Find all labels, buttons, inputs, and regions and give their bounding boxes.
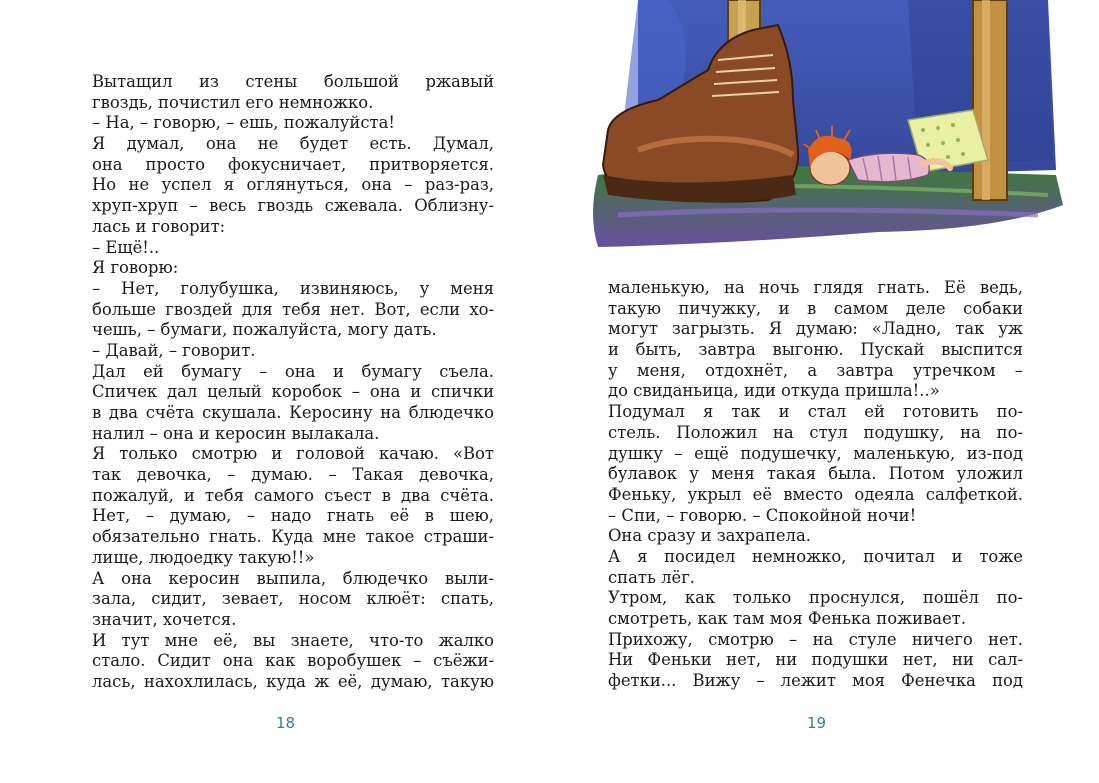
- text-line: Феньку, укрыл её вместо одеяла салфеткой.: [608, 484, 1023, 504]
- text-line: – Спи, – говорю. – Спокойной ночи!: [608, 505, 917, 525]
- text-line: в два счёта скушала. Керосину на блюдечко: [92, 403, 494, 422]
- text-line: Подумал я так и стал ей готовить по-: [608, 402, 1023, 422]
- text-line: могут загрызть. Я думаю: «Ладно, так уж: [608, 319, 1023, 339]
- text-line: и быть, завтра выгоню. Пускай выспится: [608, 340, 1023, 360]
- text-line: Вытащил из стены большой ржавый: [92, 72, 494, 91]
- text-line: хруп-хруп – весь гвоздь сжевала. Облизну-: [92, 196, 494, 216]
- text-line: стало. Сидит она как воробушек – съёжи-: [92, 651, 494, 671]
- text-line: обязательно гнать. Куда мне такое страши-: [92, 527, 494, 547]
- text-line: до свиданьица, иди откуда пришла!..»: [608, 381, 940, 401]
- text-line: Нет, – думаю, – надо гнать её в шею,: [92, 506, 494, 526]
- text-line: лась и говорит:: [92, 216, 226, 236]
- text-line: у меня, отдохнёт, а завтра утречком –: [608, 360, 1023, 380]
- text-line: – Нет, голубушка, извиняюсь, у меня: [92, 278, 494, 298]
- text-line: маленькую, на ночь глядя гнать. Её ведь,: [608, 278, 1023, 297]
- text-line: чешь, – бумаги, пожалуйста, могу дать.: [92, 320, 437, 340]
- text-line: Я только смотрю и головой качаю. «Вот: [92, 444, 494, 464]
- text-line: – Ещё!..: [92, 237, 160, 257]
- text-line: И тут мне её, вы знаете, что-то жалко: [92, 630, 494, 650]
- text-line: фетки... Вижу – лежит моя Фенечка под: [608, 671, 1023, 691]
- illustration-boot-and-girl: [578, 0, 1073, 252]
- text-line: спать лёг.: [608, 567, 695, 587]
- text-line: Ни Феньки нет, ни подушки нет, ни сал-: [608, 650, 1023, 670]
- text-line: Она сразу и захрапела.: [608, 526, 811, 546]
- text-line: смотреть, как там моя Фенька поживает.: [608, 609, 967, 628]
- page-number-left: 18: [276, 714, 296, 732]
- text-line: Дал ей бумагу – она и бумагу съела.: [92, 361, 494, 381]
- text-line: – Давай, – говорит.: [92, 340, 256, 360]
- text-line: – На, – говорю, – ешь, пожалуйста!: [92, 113, 395, 133]
- text-line: Я думал, она не будет есть. Думал,: [92, 134, 494, 154]
- text-line: душку – ещё подушечку, маленькую, из-под: [608, 443, 1023, 463]
- text-line: лась, нахохлилась, куда ж её, думаю, такую: [92, 671, 494, 691]
- left-page-text: [92, 72, 494, 693]
- text-line: гвоздь, почистил его немножко.: [92, 92, 374, 112]
- text-line: Но не успел я оглянуться, она – раз-раз,: [92, 175, 494, 195]
- text-line: налил – она и керосин вылакала.: [92, 423, 380, 443]
- text-line: так девочка, – думаю. – Такая девочка,: [92, 465, 494, 485]
- page-number-right: 19: [807, 714, 827, 732]
- text-line: такую пичужку, и в самом деле собаки: [608, 298, 1023, 318]
- text-line: значит, хочется.: [92, 609, 237, 629]
- text-line: Я говорю:: [92, 258, 179, 278]
- text-line: лище, людоедку такую!!»: [92, 547, 315, 567]
- text-line: Спичек дал целый коробок – она и спички: [92, 382, 494, 402]
- text-line: больше гвоздей для тебя нет. Вот, если хо-: [92, 299, 494, 319]
- text-line: Прихожу, смотрю – на стуле ничего нет.: [608, 629, 1023, 649]
- text-line: стель. Положил на стул подушку, на по-: [608, 422, 1023, 442]
- right-page-text: [608, 278, 1023, 692]
- text-line: Утром, как только проснулся, пошёл по-: [608, 588, 1023, 608]
- text-line: А она керосин выпила, блюдечко выли-: [92, 568, 494, 588]
- text-line: она просто фокусничает, притворяется.: [92, 154, 494, 174]
- text-line: зала, сидит, зевает, носом клюёт: спать,: [92, 589, 494, 609]
- text-line: булавок у меня такая была. Потом уложил: [608, 464, 1023, 484]
- right-page: [550, 0, 1099, 783]
- text-line: пожалуй, и тебя самого съест в два счёта.: [92, 485, 494, 505]
- text-line: А я посидел немножко, почитал и тоже: [608, 546, 1023, 566]
